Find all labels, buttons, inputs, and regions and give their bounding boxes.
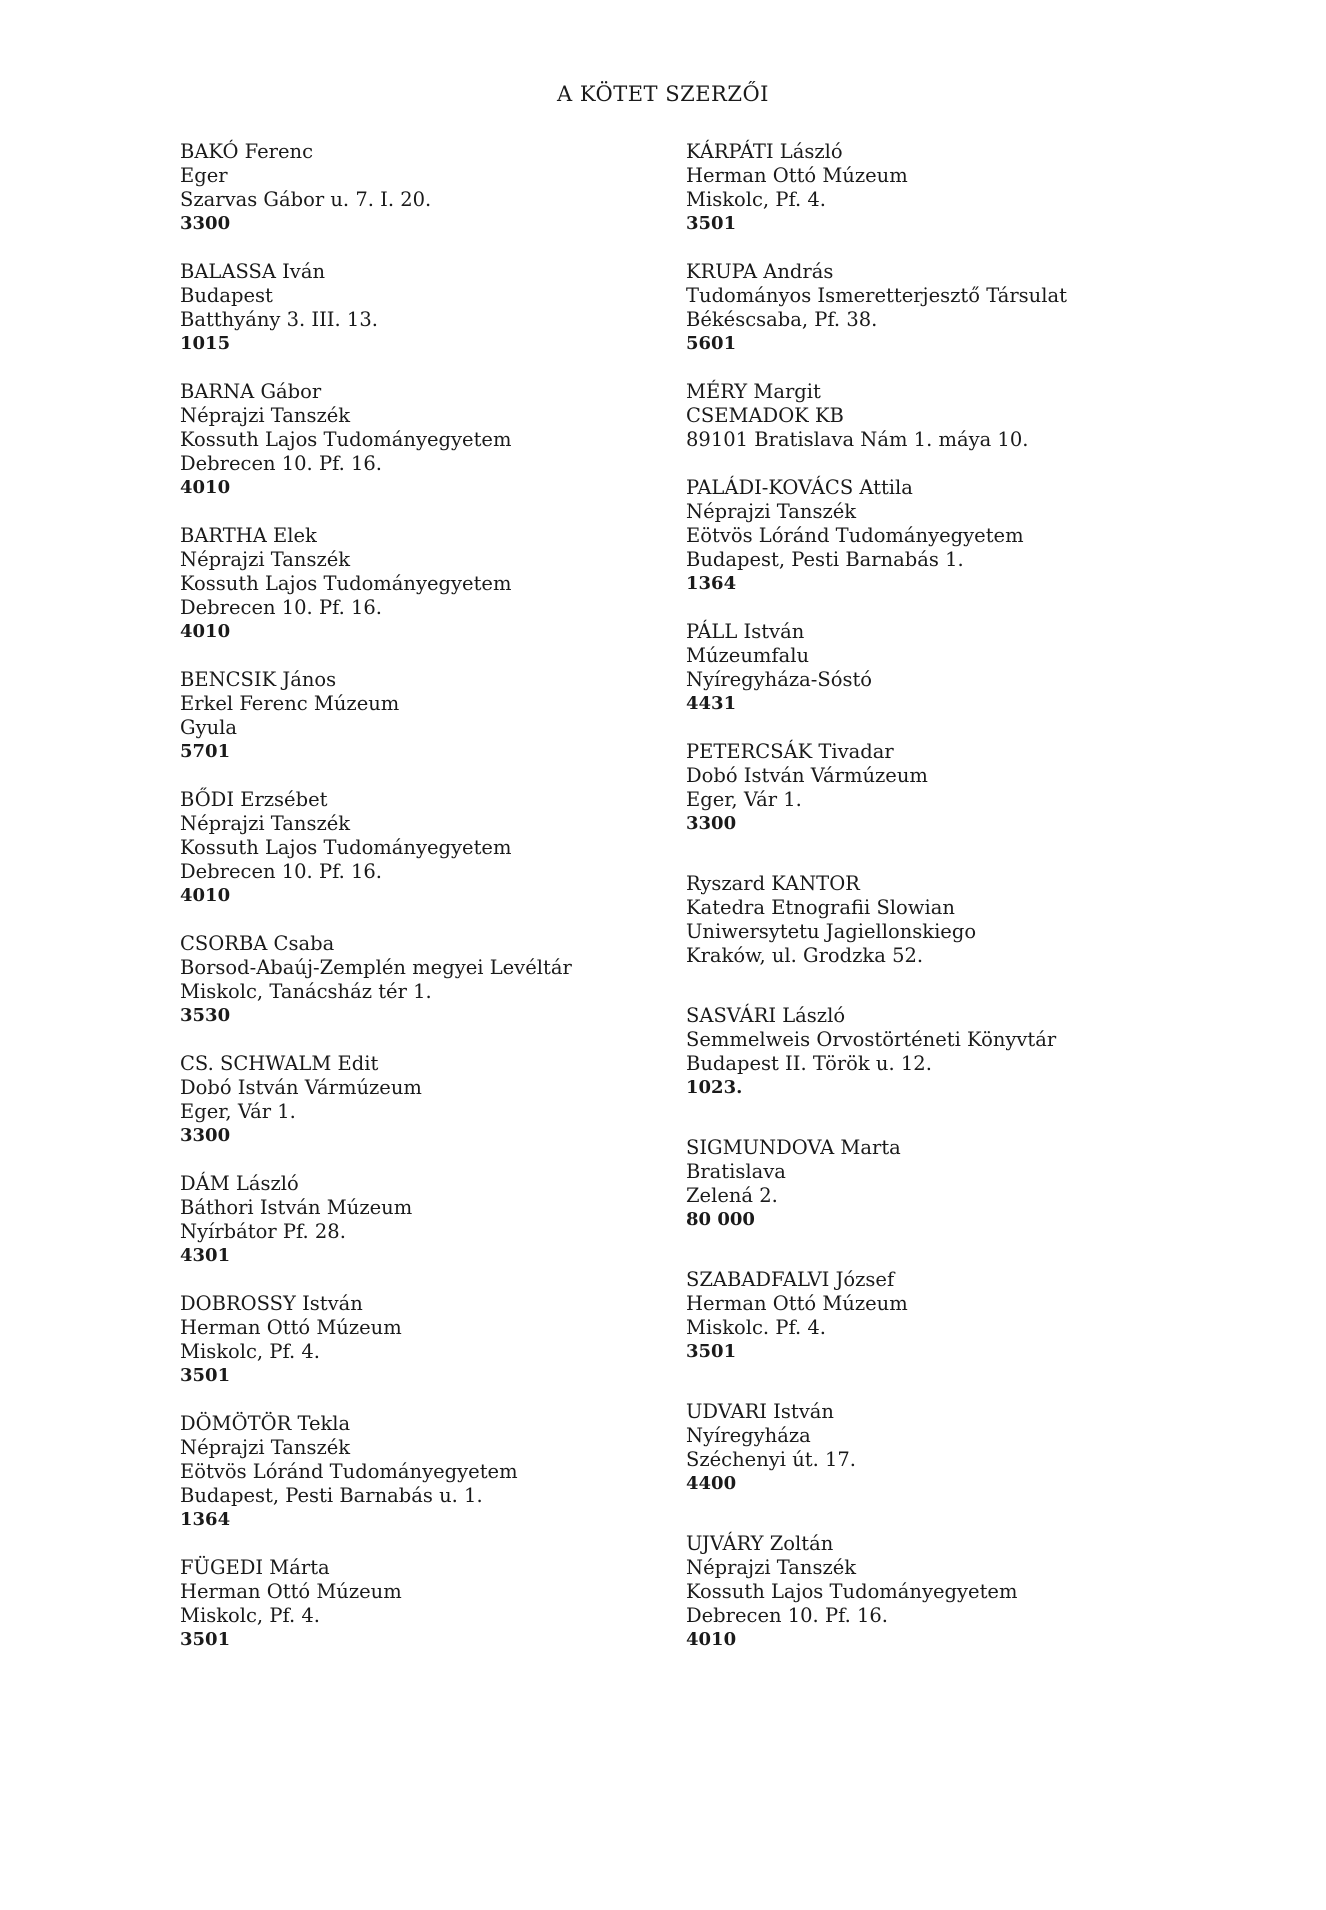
address-line: Erkel Ferenc Múzeum <box>180 692 400 715</box>
author-entry <box>686 1268 908 1364</box>
postal-code: 4400 <box>686 1473 737 1494</box>
postal-code: 1023. <box>686 1077 743 1098</box>
postal-code: 3530 <box>180 1005 231 1026</box>
author-entry <box>180 524 511 644</box>
address-line: Báthori István Múzeum <box>180 1196 413 1219</box>
address-line: Uniwersytetu Jagiellonskiego <box>686 920 977 943</box>
author-entry <box>686 380 1028 452</box>
postal-code: 1364 <box>686 573 737 594</box>
address-line: Debrecen 10. Pf. 16. <box>180 452 382 475</box>
address-line: Herman Ottó Múzeum <box>180 1580 402 1603</box>
address-line: Gyula <box>180 716 238 739</box>
postal-code: 4010 <box>180 477 231 498</box>
postal-code: 80 000 <box>686 1209 755 1230</box>
address-line: Néprajzi Tanszék <box>180 812 351 835</box>
address-line: Bratislava <box>686 1160 786 1183</box>
author-name: BALASSA Iván <box>180 260 326 283</box>
address-line: Budapest, Pesti Barnabás 1. <box>686 548 964 571</box>
address-line: Nyíregyháza-Sóstó <box>686 668 873 691</box>
address-line: Budapest <box>180 284 273 307</box>
address-line: Eger, Vár 1. <box>180 1100 296 1123</box>
address-line: Néprajzi Tanszék <box>180 404 351 427</box>
address-line: Szarvas Gábor u. 7. I. 20. <box>180 188 432 211</box>
author-name: DÖMÖTÖR Tekla <box>180 1412 351 1435</box>
address-line: Széchenyi út. 17. <box>686 1448 857 1471</box>
postal-code: 3501 <box>686 213 737 234</box>
address-line: Herman Ottó Múzeum <box>686 164 908 187</box>
postal-code: 3300 <box>180 213 231 234</box>
author-name: BARNA Gábor <box>180 380 322 403</box>
author-name: KÁRPÁTI László <box>686 140 843 163</box>
address-line: Zelená 2. <box>686 1184 778 1207</box>
author-name: PÁLL István <box>686 620 805 643</box>
address-line: Batthyány 3. III. 13. <box>180 308 378 331</box>
address-line: Néprajzi Tanszék <box>180 548 351 571</box>
author-entry <box>180 1052 422 1148</box>
address-line: Borsod-Abaúj-Zemplén megyei Levéltár <box>180 956 572 979</box>
address-line: Békéscsaba, Pf. 38. <box>686 308 878 331</box>
author-entry <box>180 1556 402 1652</box>
postal-code: 3501 <box>180 1365 231 1386</box>
address-line: Tudományos Ismeretterjesztő Társulat <box>686 284 1067 307</box>
address-line: Kossuth Lajos Tudományegyetem <box>180 428 512 451</box>
address-line: CSEMADOK KB <box>686 404 844 427</box>
author-entry <box>180 140 431 236</box>
author-entry <box>686 740 928 836</box>
address-line: Nyíregyháza <box>686 1424 811 1447</box>
author-name: CSORBA Csaba <box>180 932 335 955</box>
postal-code: 4010 <box>180 885 231 906</box>
author-name: SIGMUNDOVA Marta <box>686 1136 901 1159</box>
address-line: Debrecen 10. Pf. 16. <box>180 860 382 883</box>
address-line: Katedra Etnografii Slowian <box>686 896 955 919</box>
address-line: Dobó István Vármúzeum <box>180 1076 422 1099</box>
postal-code: 4431 <box>686 693 737 714</box>
address-line: Kossuth Lajos Tudományegyetem <box>686 1580 1018 1603</box>
address-line: Eger <box>180 164 228 187</box>
postal-code: 4010 <box>180 621 231 642</box>
author-name: BARTHA Elek <box>180 524 317 547</box>
author-name: UDVARI István <box>686 1400 834 1423</box>
author-name: BAKÓ Ferenc <box>180 140 313 163</box>
author-entry <box>686 1004 1056 1100</box>
author-entry <box>686 260 1067 356</box>
postal-code: 1015 <box>180 333 231 354</box>
author-entry <box>180 1412 518 1532</box>
author-name: SZABADFALVI József <box>686 1268 895 1291</box>
address-line: Semmelweis Orvostörténeti Könyvtár <box>686 1028 1057 1051</box>
author-name: UJVÁRY Zoltán <box>686 1532 834 1555</box>
address-line: Kossuth Lajos Tudományegyetem <box>180 572 512 595</box>
postal-code: 3501 <box>180 1629 231 1650</box>
author-entry <box>180 1292 402 1388</box>
address-line: Múzeumfalu <box>686 644 810 667</box>
address-line: Kossuth Lajos Tudományegyetem <box>180 836 512 859</box>
address-line: Néprajzi Tanszék <box>180 1436 351 1459</box>
address-line: Néprajzi Tanszék <box>686 1556 857 1579</box>
address-line: Nyírbátor Pf. 28. <box>180 1220 346 1243</box>
author-entry <box>686 1400 856 1496</box>
address-line: Eger, Vár 1. <box>686 788 802 811</box>
author-entry <box>180 932 572 1028</box>
author-name: MÉRY Margit <box>686 380 821 403</box>
address-line: Herman Ottó Múzeum <box>686 1292 908 1315</box>
address-line: Debrecen 10. Pf. 16. <box>686 1604 888 1627</box>
address-line: Debrecen 10. Pf. 16. <box>180 596 382 619</box>
author-entry <box>686 140 908 236</box>
author-name: PETERCSÁK Tivadar <box>686 740 894 763</box>
address-line: 89101 Bratislava Nám 1. máya 10. <box>686 428 1029 451</box>
postal-code: 4301 <box>180 1245 231 1266</box>
address-line: Kraków, ul. Grodzka 52. <box>686 944 924 967</box>
author-entry <box>180 668 399 764</box>
author-name: DOBROSSY István <box>180 1292 363 1315</box>
postal-code: 1364 <box>180 1509 231 1530</box>
address-line: Miskolc, Pf. 4. <box>180 1604 320 1627</box>
author-name: BENCSIK János <box>180 668 337 691</box>
address-line: Eötvös Lóránd Tudományegyetem <box>180 1460 518 1483</box>
author-entry <box>686 872 976 968</box>
postal-code: 5701 <box>180 741 231 762</box>
address-line: Budapest, Pesti Barnabás u. 1. <box>180 1484 483 1507</box>
postal-code: 3501 <box>686 1341 737 1362</box>
address-line: Eötvös Lóránd Tudományegyetem <box>686 524 1024 547</box>
address-line: Néprajzi Tanszék <box>686 500 857 523</box>
author-entry <box>180 380 511 500</box>
author-name: DÁM László <box>180 1172 299 1195</box>
address-line: Dobó István Vármúzeum <box>686 764 928 787</box>
author-entry <box>686 1136 901 1232</box>
address-line: Budapest II. Török u. 12. <box>686 1052 932 1075</box>
postal-code: 5601 <box>686 333 737 354</box>
postal-code: 3300 <box>686 813 737 834</box>
author-entry <box>686 476 1024 596</box>
author-name: PALÁDI-KOVÁCS Attila <box>686 476 913 499</box>
postal-code: 4010 <box>686 1629 737 1650</box>
page-title: A KÖTET SZERZŐI <box>557 82 769 106</box>
author-entry <box>686 620 872 716</box>
address-line: Herman Ottó Múzeum <box>180 1316 402 1339</box>
address-line: Miskolc, Pf. 4. <box>180 1340 320 1363</box>
address-line: Miskolc. Pf. 4. <box>686 1316 826 1339</box>
author-name: CS. SCHWALM Edit <box>180 1052 379 1075</box>
author-entry <box>180 260 378 356</box>
author-name: FÜGEDI Márta <box>180 1556 330 1579</box>
postal-code: 3300 <box>180 1125 231 1146</box>
author-name: KRUPA András <box>686 260 834 283</box>
author-entry <box>180 788 511 908</box>
address-line: Miskolc, Pf. 4. <box>686 188 826 211</box>
author-name: SASVÁRI László <box>686 1004 846 1027</box>
author-entry <box>180 1172 412 1268</box>
author-name: Ryszard KANTOR <box>686 872 860 895</box>
address-line: Miskolc, Tanácsház tér 1. <box>180 980 432 1003</box>
author-entry <box>686 1532 1017 1652</box>
author-name: BŐDI Erzsébet <box>180 788 328 811</box>
